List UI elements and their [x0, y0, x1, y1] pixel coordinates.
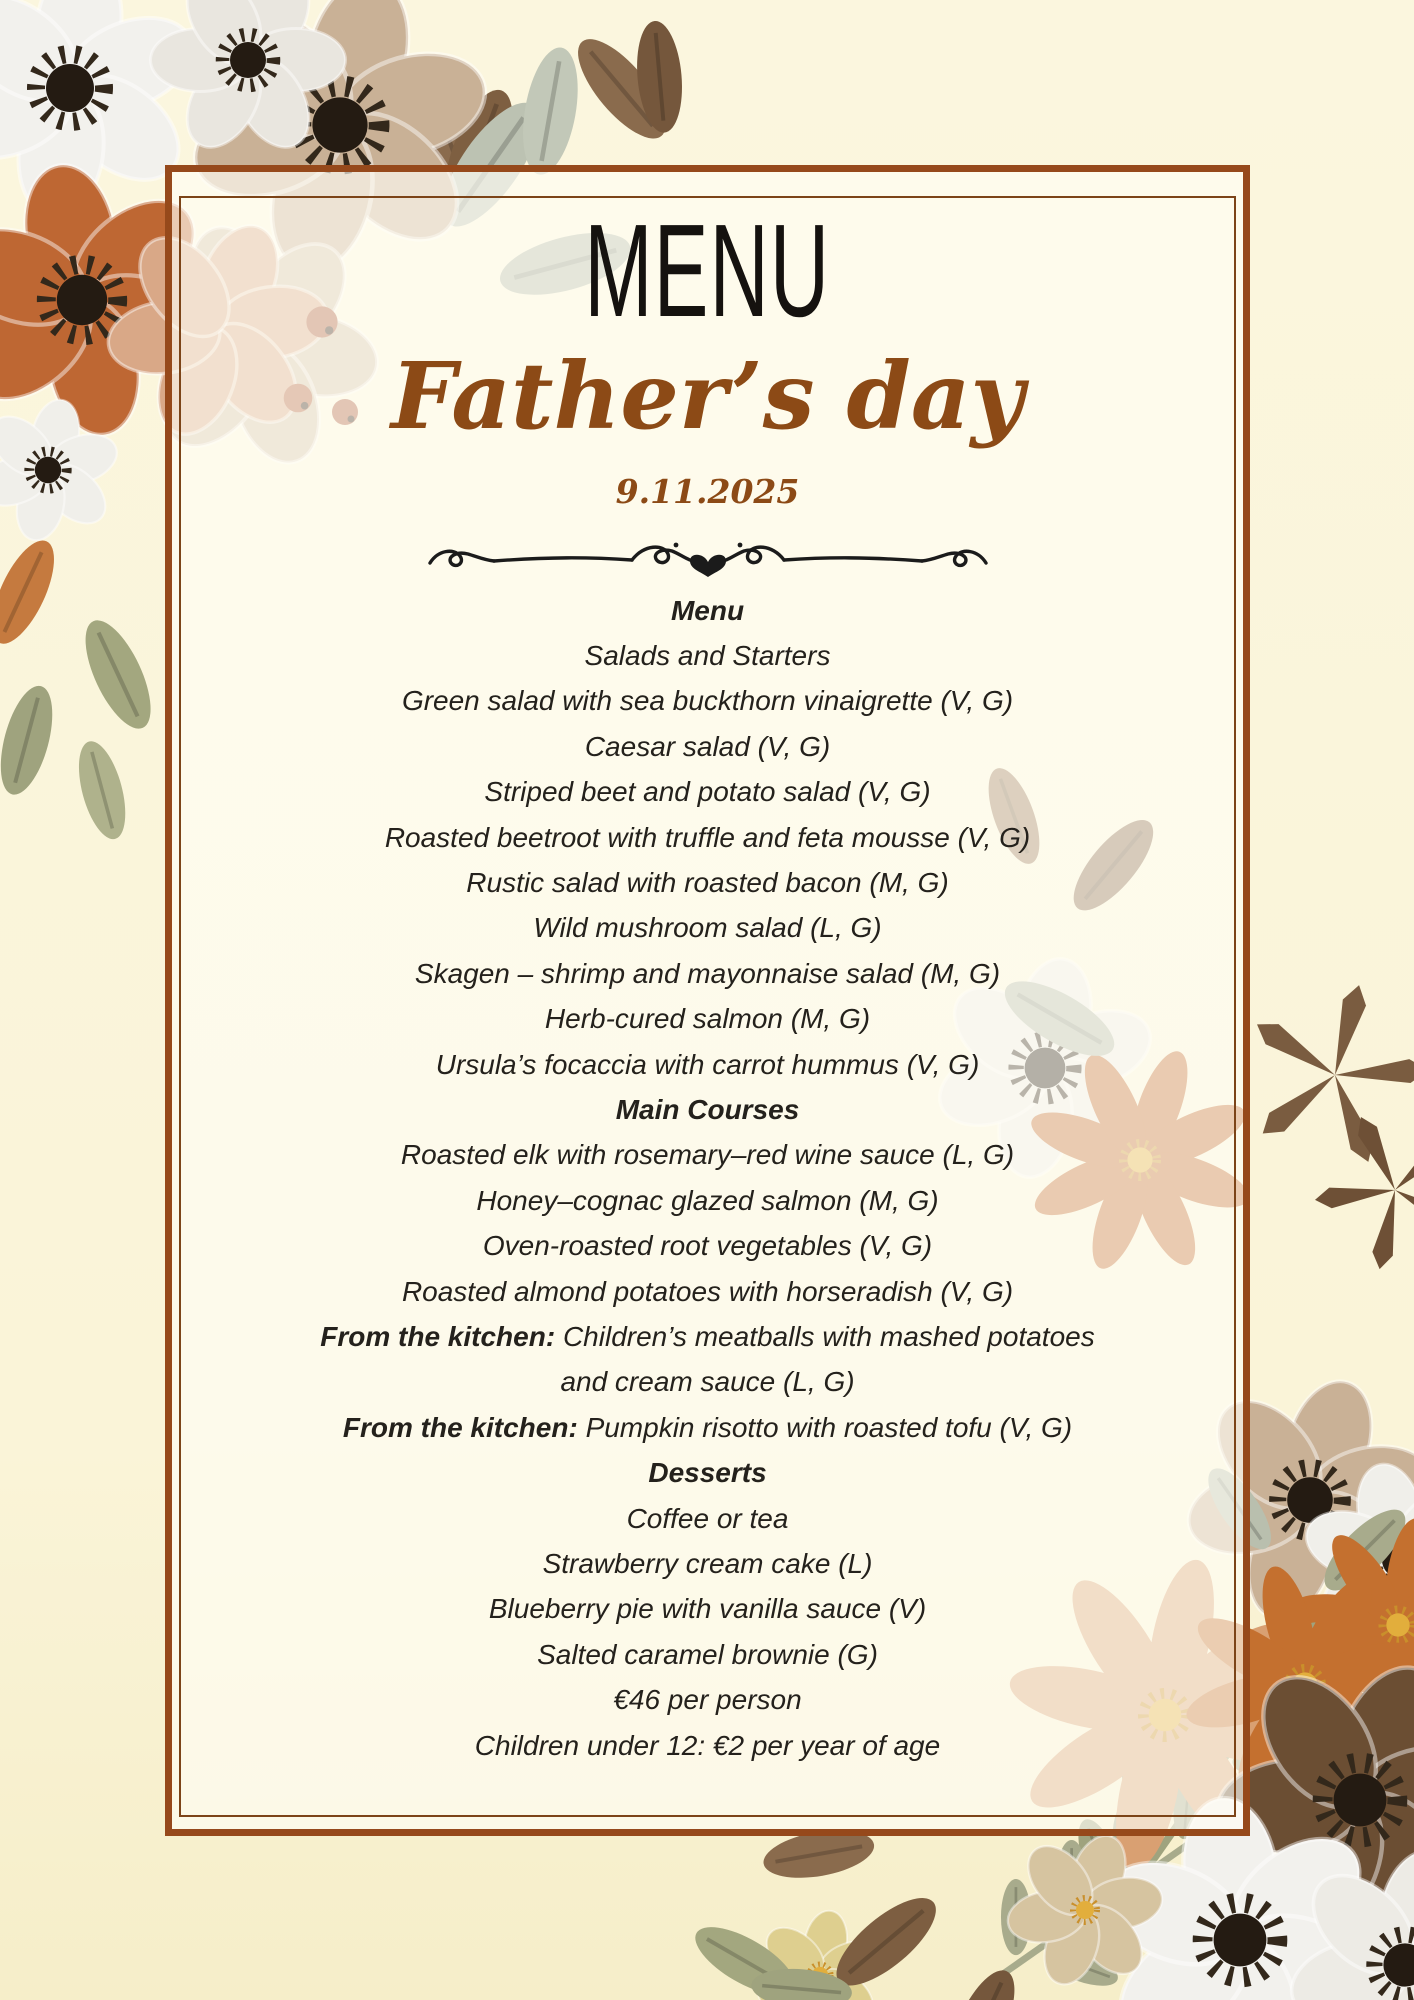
ornamental-divider-icon: [418, 536, 998, 580]
menu-item: Green salad with sea buckthorn vinaigrette (V, G): [401, 685, 1014, 717]
page-title-text: MENU: [584, 197, 831, 344]
menu-item: Strawberry cream cake (L): [542, 1548, 873, 1580]
page-title: [165, 197, 1250, 344]
menu-item: Caesar salad (V, G): [584, 730, 831, 762]
menu-content: [165, 165, 1250, 1768]
menu-item: Honey–cognac glazed salmon (M, G): [476, 1184, 939, 1216]
menu-item: Roasted elk with rosemary–red wine sauce (L, G): [400, 1139, 1015, 1171]
menu-item-from-kitchen: [165, 1405, 1250, 1450]
divider: [165, 536, 1250, 580]
menu-item: Salted caramel brownie (G): [537, 1638, 878, 1670]
menu-item: Herb-cured salmon (M, G): [544, 1003, 871, 1035]
event-date: 9.11.2025: [615, 471, 800, 511]
menu-item-text-continued: and cream sauce (L, G): [560, 1366, 855, 1398]
menu-item: Oven-roasted root vegetables (V, G): [482, 1230, 933, 1262]
section-title-desserts: Desserts: [648, 1457, 767, 1489]
price-per-person: €46 per person: [613, 1684, 802, 1716]
menu-item-from-kitchen: [165, 1314, 1250, 1405]
menu-item: Wild mushroom salad (L, G): [533, 912, 882, 944]
menu-item: Ursula’s focaccia with carrot hummus (V, G): [435, 1048, 980, 1080]
menu-item: Striped beet and potato salad (V, G): [484, 776, 931, 808]
menu-item: Rustic salad with roasted bacon (M, G): [466, 866, 949, 898]
section-title-salads: Salads and Starters: [584, 639, 831, 671]
menu-item: Roasted beetroot with truffle and feta mousse (V, G): [384, 821, 1031, 853]
menu-heading: Menu: [670, 594, 745, 626]
menu-item-text: Pumpkin risotto with roasted tofu (V, G): [585, 1411, 1073, 1443]
section-title-mains: Main Courses: [615, 1094, 800, 1125]
menu-item-text: Children’s meatballs with mashed potatoes: [562, 1321, 1095, 1353]
event-subtitle: Father’s day: [391, 341, 1024, 450]
menu-item: Blueberry pie with vanilla sauce (V): [488, 1593, 927, 1625]
from-the-kitchen-label: From the kitchen:: [342, 1411, 578, 1443]
menu-item: Skagen – shrimp and mayonnaise salad (M, G): [414, 957, 1001, 989]
price-children: Children under 12: €2 per year of age: [474, 1729, 941, 1761]
from-the-kitchen-label: From the kitchen:: [320, 1321, 556, 1353]
menu-item: Roasted almond potatoes with horseradish (V, G): [401, 1275, 1014, 1307]
menu-list: [165, 588, 1250, 1769]
menu-item: Coffee or tea: [626, 1502, 789, 1534]
